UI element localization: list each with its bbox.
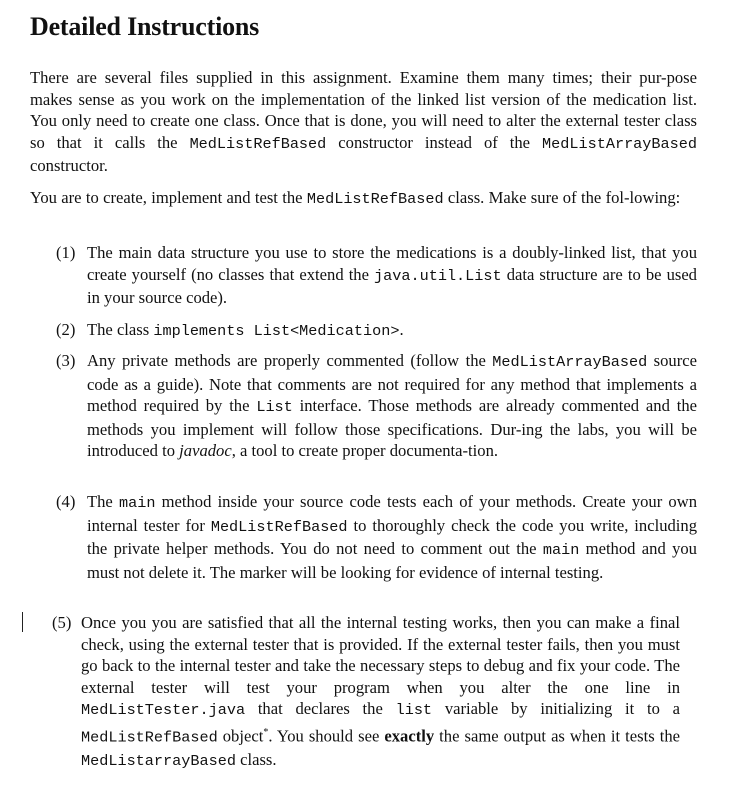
text: . <box>399 320 404 339</box>
list-item-3 <box>56 350 697 462</box>
item-number: (2) <box>56 320 76 339</box>
code: main <box>542 541 580 560</box>
item-number: (5) <box>52 613 72 632</box>
code: MedListTester.java <box>81 701 246 720</box>
list-item-2 <box>56 319 697 343</box>
item-body <box>87 350 697 462</box>
intro-paragraph <box>30 67 697 177</box>
text: interface. Those methods are already commented and the methods you implement will follow those specifications. Dur-ing the labs, you will be introduced to <box>87 396 697 461</box>
section-heading: Detailed Instructions <box>30 12 260 41</box>
code: MedListRefBased <box>210 517 348 536</box>
code: java.util.List <box>374 266 502 285</box>
text: method and you must not delete it. The marker will be looking for evidence of internal testing. <box>87 539 697 582</box>
footnote-mark: * <box>263 726 269 738</box>
code: MedListarrayBased <box>81 752 236 771</box>
text: the same output as when it tests the <box>434 726 680 746</box>
text: constructor. <box>30 156 108 176</box>
text: The class <box>87 320 154 339</box>
text: The <box>87 492 119 511</box>
code: MedListArrayBased <box>492 353 648 371</box>
code-classname: MedListArrayBased <box>542 134 697 153</box>
item-body <box>81 612 680 773</box>
emphasis: javadoc <box>179 441 232 461</box>
text: data structure are to be used in your source code). <box>87 264 697 308</box>
text: There are several files supplied in this assignment. Examine them many times; their pur-pose makes sense as you work on the implementation of the linked list version of the medication list. You only need to create one class. Once that is done, you will need to alter the external tester class so that it calls the <box>30 68 697 152</box>
task-paragraph <box>30 187 697 211</box>
text: method inside your source code tests each of your methods. Create your own internal tester for <box>87 492 697 535</box>
text: class. Make sure of the fol-lowing: <box>443 188 681 207</box>
text: The main data structure you use to store the medications is a doubly-linked list, that you create yourself (no classes that extend the <box>87 243 697 284</box>
text: Once you you are satisfied that all the internal testing works, then you can make a final check, using the external tester that is provided. If the external tester fails, then you must go back to the internal tester and take the necessary steps to debug and fix your code. The external tester will test your program when you alter the one line in <box>81 613 680 697</box>
list-item-4 <box>56 491 697 597</box>
text: . You should see <box>268 726 385 746</box>
list-item-1 <box>56 242 697 309</box>
code: list <box>395 701 433 720</box>
item-number: (4) <box>56 492 76 511</box>
code: main <box>118 494 156 512</box>
text: Any private methods are properly commented (follow the <box>87 351 493 370</box>
text: constructor instead of the <box>326 132 543 152</box>
code-classname: MedListRefBased <box>306 190 444 208</box>
text: object <box>217 726 264 746</box>
text: class. <box>235 750 277 770</box>
code: implements List<Medication> <box>153 322 400 340</box>
text: to thoroughly check the code you write, including the private helper methods. You do not need to comment out the <box>87 515 697 559</box>
item-body <box>87 242 697 309</box>
text: that declares the <box>245 699 396 719</box>
item-body <box>87 319 697 343</box>
text: , a tool to create proper documenta-tion. <box>231 441 499 461</box>
item-body <box>87 491 697 597</box>
bold-emphasis: exactly <box>384 726 435 746</box>
text: source code as a guide). Note that comments are not required for any method that implements a method required by the <box>87 351 697 416</box>
code: List <box>256 398 293 417</box>
change-bar <box>22 612 23 632</box>
list-item-5 <box>52 612 680 773</box>
text: variable by initializing it to a <box>432 699 680 719</box>
text: You are to create, implement and test the <box>30 188 307 207</box>
code-classname: MedListRefBased <box>189 134 327 153</box>
code: MedListRefBased <box>81 728 218 747</box>
item-number: (3) <box>56 351 76 370</box>
item-number: (1) <box>56 243 76 262</box>
